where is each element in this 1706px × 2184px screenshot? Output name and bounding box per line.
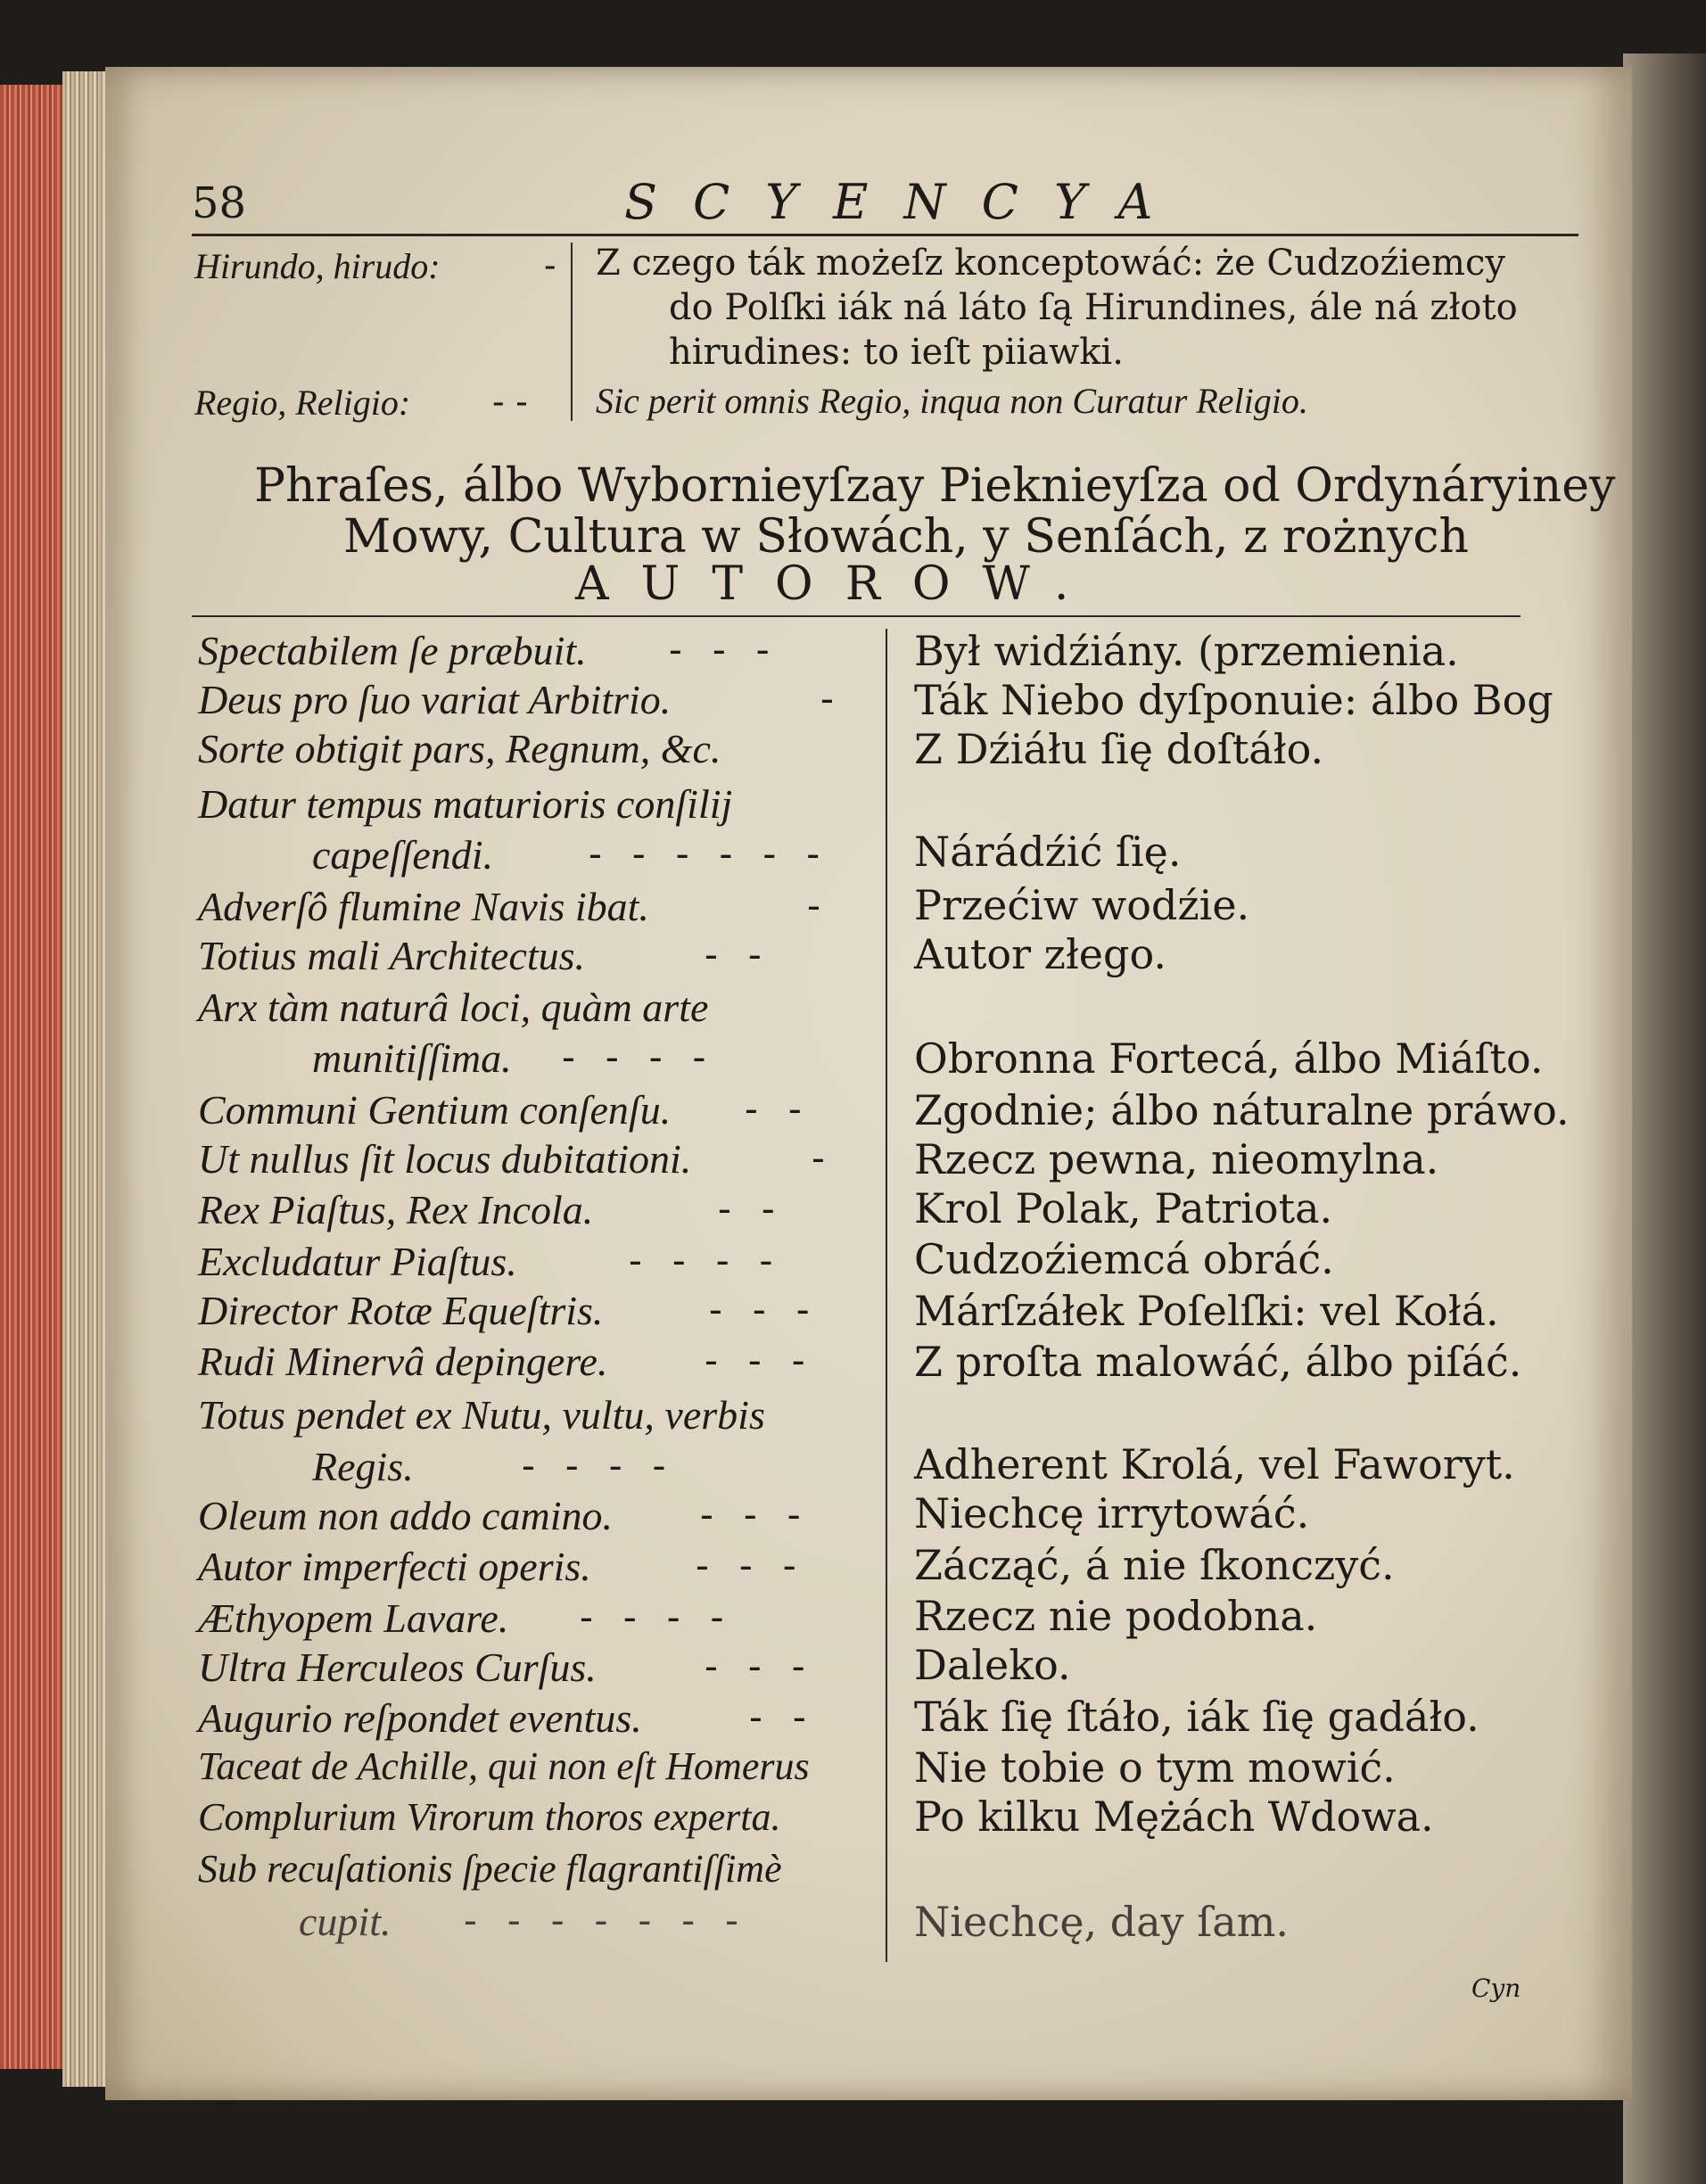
top-dash-2: - - bbox=[492, 382, 528, 423]
header-rule bbox=[192, 234, 1578, 236]
polish-phrase: Daleko. bbox=[914, 1641, 1071, 1689]
polish-phrase: Márſzáłek Poſelſki: vel Kołá. bbox=[914, 1287, 1499, 1335]
top-dash-1: - bbox=[544, 245, 556, 286]
heading-line-1: Phraſes, álbo Wybornieyſzay Pieknieyſza od Ordynáryiney bbox=[254, 459, 1616, 513]
latin-phrase: Regis. bbox=[312, 1444, 414, 1489]
column-divider bbox=[886, 629, 887, 1962]
polish-phrase: Zgodnie; álbo náturalne práwo. bbox=[914, 1086, 1570, 1134]
leader-dashes: - - - bbox=[669, 627, 779, 672]
leader-dashes: - - - - bbox=[562, 1034, 715, 1080]
leader-dashes: - bbox=[812, 1135, 834, 1181]
leader-dashes: - - bbox=[749, 1694, 815, 1740]
latin-phrase: Excludatur Piaſtus. bbox=[198, 1239, 517, 1284]
latin-phrase: cupit. bbox=[299, 1899, 391, 1944]
leader-dashes: - bbox=[820, 676, 843, 721]
polish-phrase: Ták Niebo dyſponuie: álbo Bog bbox=[914, 676, 1554, 724]
polish-phrase: Nárádźić ſię. bbox=[914, 828, 1182, 876]
right-page-shadow bbox=[1623, 54, 1706, 2184]
latin-phrase: Communi Gentium conſenſu. bbox=[198, 1087, 672, 1133]
top-polish-line-2: do Polſki iák ná láto ſą Hirundines, ále ná złoto bbox=[669, 287, 1518, 328]
latin-phrase: munitiſſima. bbox=[312, 1035, 512, 1081]
latin-phrase: Complurium Virorum thoros experta. bbox=[198, 1795, 781, 1839]
leader-dashes: - - - bbox=[705, 1338, 814, 1383]
latin-phrase: Oleum non addo camino. bbox=[198, 1493, 614, 1538]
latin-phrase: Deus pro ſuo variat Arbitrio. bbox=[198, 677, 672, 722]
latin-phrase: Sub recuſationis ſpecie flagrantiſſimè bbox=[198, 1847, 782, 1891]
leader-dashes: - - - bbox=[705, 1644, 814, 1689]
latin-phrase: Rudi Minervâ depingere. bbox=[198, 1339, 608, 1384]
latin-phrase: Taceat de Achille, qui non eſt Homerus bbox=[198, 1744, 810, 1788]
latin-phrase: Totus pendet ex Nutu, vultu, verbis bbox=[198, 1392, 765, 1438]
leader-dashes: - - - - - - - bbox=[464, 1898, 747, 1943]
heading-line-2: Mowy, Cultura w Słowách, y Senſách, z rożnych bbox=[343, 510, 1469, 564]
polish-phrase: Niechcę irrytowáć. bbox=[914, 1489, 1310, 1537]
polish-phrase: Adherent Krolá, vel Faworyt. bbox=[914, 1440, 1515, 1488]
latin-phrase: capeſſendi. bbox=[312, 832, 494, 878]
polish-phrase: Przećiw wodźie. bbox=[914, 881, 1250, 929]
polish-phrase: Z Dźiáłu ſię doſtáło. bbox=[914, 725, 1324, 773]
running-title: SCYENCYA bbox=[624, 174, 1189, 230]
catchword: Cyn bbox=[1471, 1974, 1521, 2003]
heading-rule bbox=[192, 615, 1521, 617]
latin-phrase: Datur tempus maturioris conſilij bbox=[198, 781, 733, 827]
leader-dashes: - - - - bbox=[580, 1595, 733, 1640]
polish-phrase: Obronna Fortecá, álbo Miáſto. bbox=[914, 1034, 1544, 1083]
polish-phrase: Zácząć, á nie ſkonczyć. bbox=[914, 1541, 1395, 1589]
latin-phrase: Adverſô flumine Navis ibat. bbox=[198, 884, 649, 929]
polish-phrase: Autor złego. bbox=[914, 930, 1166, 978]
leader-dashes: - - - bbox=[700, 1492, 810, 1537]
polish-phrase: Cudzoźiemcá obráć. bbox=[914, 1235, 1334, 1283]
latin-phrase: Arx tàm naturâ loci, quàm arte bbox=[198, 985, 709, 1030]
leader-dashes: - bbox=[807, 883, 829, 928]
polish-phrase: Rzecz nie podobna. bbox=[914, 1592, 1318, 1640]
polish-phrase: Z proſta malowáć, álbo piſáć. bbox=[914, 1338, 1522, 1386]
top-polish-line-4: Sic perit omnis Regio, inqua non Curatur Religio. bbox=[596, 381, 1308, 421]
leader-dashes: - - - - bbox=[629, 1238, 782, 1283]
leader-dashes: - - - bbox=[709, 1287, 819, 1332]
latin-phrase: Spectabilem ſe præbuit. bbox=[198, 628, 587, 673]
latin-phrase: Totius mali Architectus. bbox=[198, 933, 586, 978]
latin-phrase: Sorte obtigit pars, Regnum, &c. bbox=[198, 726, 721, 771]
polish-phrase: Był widźiány. (przemienia. bbox=[914, 627, 1459, 675]
leader-dashes: - - - bbox=[696, 1543, 805, 1588]
leader-dashes: - - bbox=[705, 932, 771, 977]
polish-phrase: Ták ſię ſtáło, iák ſię gadáło. bbox=[914, 1693, 1479, 1741]
polish-phrase: Po kilku Mężách Wdowa. bbox=[914, 1793, 1434, 1841]
top-polish-line-1: Z czego ták możeſz konceptowáć: że Cudzoźiemcy bbox=[596, 243, 1505, 284]
book-fore-edge bbox=[0, 85, 62, 2069]
leader-dashes: - - bbox=[745, 1086, 811, 1132]
polish-phrase: Krol Polak, Patriota. bbox=[914, 1184, 1333, 1232]
latin-phrase: Ut nullus ſit locus dubitationi. bbox=[198, 1136, 692, 1182]
polish-phrase: Nie tobie o tym mowić. bbox=[914, 1743, 1396, 1792]
top-latin-2: Regio, Religio: bbox=[194, 383, 411, 423]
latin-phrase: Rex Piaſtus, Rex Incola. bbox=[198, 1187, 594, 1232]
polish-phrase: Rzecz pewna, nieomylna. bbox=[914, 1135, 1439, 1183]
top-column-divider bbox=[571, 243, 573, 421]
latin-phrase: Æthyopem Lavare. bbox=[198, 1595, 509, 1641]
top-latin-1: Hirundo, hirudo: bbox=[194, 246, 441, 286]
top-polish-line-3: hirudines: to ieſt piiawki. bbox=[669, 332, 1124, 373]
latin-phrase: Ultra Herculeos Curſus. bbox=[198, 1644, 597, 1690]
heading-line-3: AUTOROW. bbox=[575, 557, 1101, 611]
polish-phrase: Niechcę, day ſam. bbox=[914, 1898, 1289, 1946]
leader-dashes: - - bbox=[718, 1186, 784, 1232]
leader-dashes: - - - - - - bbox=[589, 831, 829, 877]
latin-phrase: Autor imperfecti operis. bbox=[198, 1544, 591, 1589]
latin-phrase: Augurio reſpondet eventus. bbox=[198, 1695, 642, 1741]
leader-dashes: - - - - bbox=[522, 1443, 675, 1488]
page-number: 58 bbox=[192, 178, 247, 228]
latin-phrase: Director Rotæ Equeſtris. bbox=[198, 1288, 604, 1333]
